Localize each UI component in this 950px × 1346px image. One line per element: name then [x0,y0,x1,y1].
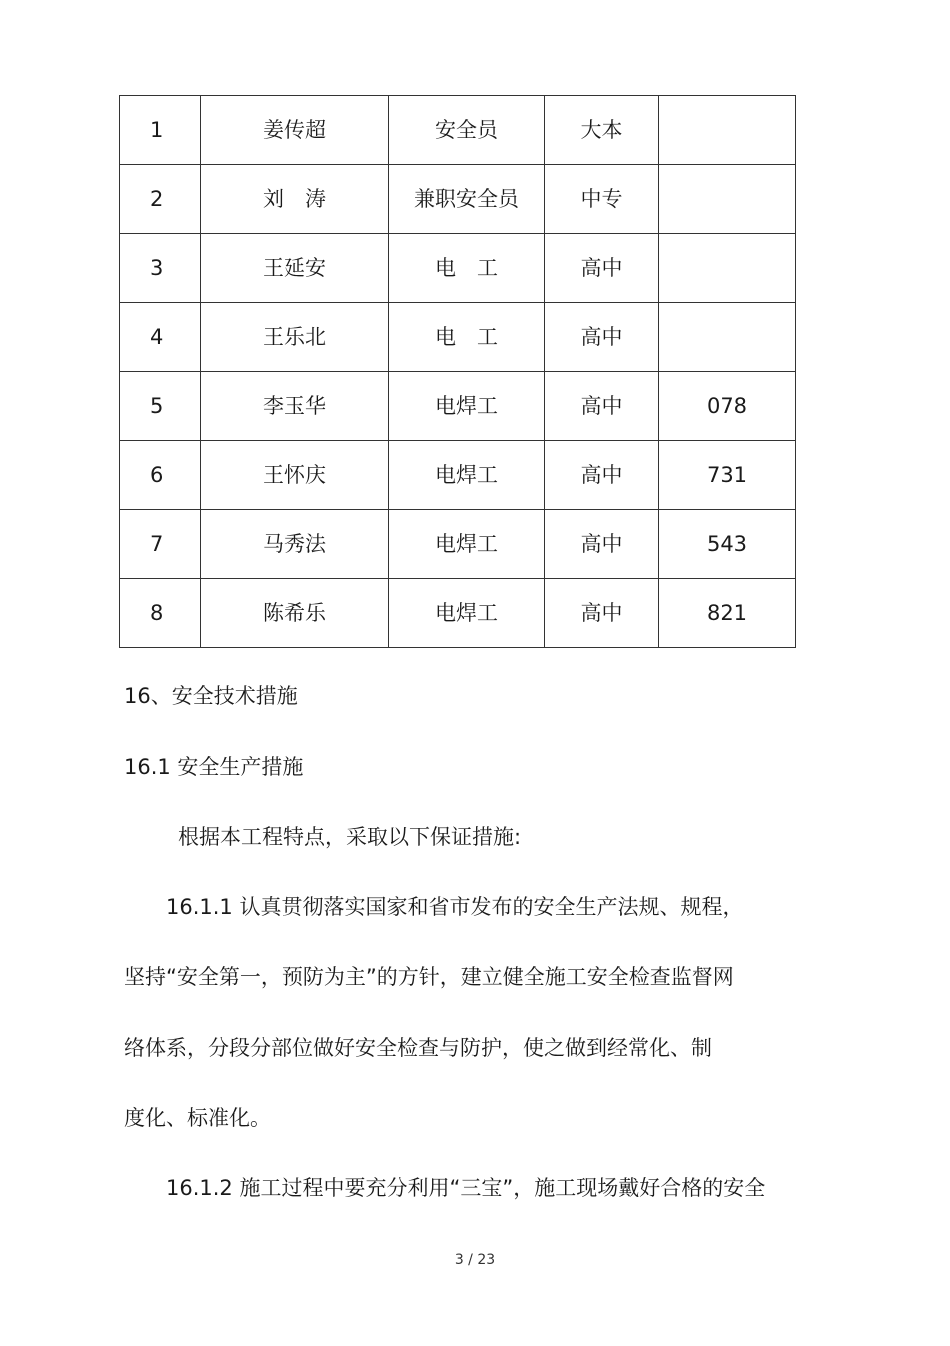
role-cell: 电 工 [389,303,545,372]
role-cell: 电焊工 [389,579,545,648]
name-cell: 姜传超 [201,96,389,165]
staff-table-body [120,96,796,648]
table-row [120,579,796,648]
page-number: 3 / 23 [454,1252,496,1268]
table-row [120,303,796,372]
row-number-cell: 1 [120,96,201,165]
role-cell: 兼职安全员 [389,165,545,234]
education-cell: 高中 [545,372,659,441]
name-cell: 王延安 [201,234,389,303]
education-cell: 高中 [545,234,659,303]
row-number-cell: 6 [120,441,201,510]
name-cell: 陈希乐 [201,579,389,648]
item-1612-line-1: 16.1.2 施工过程中要充分利用“三宝”，施工现场戴好合格的安全 [166,1176,766,1200]
education-cell: 高中 [545,579,659,648]
cert-cell [659,165,796,234]
cert-cell: 731 [659,441,796,510]
row-number-cell: 5 [120,372,201,441]
staff-table [119,95,796,648]
role-cell: 安全员 [389,96,545,165]
item-1611-line-4: 度化、标准化。 [124,1106,271,1130]
section-heading: 16、安全技术措施 [124,684,298,708]
education-cell: 高中 [545,303,659,372]
cert-cell [659,96,796,165]
row-number-cell: 7 [120,510,201,579]
cert-cell: 543 [659,510,796,579]
education-cell: 大本 [545,96,659,165]
role-cell: 电焊工 [389,441,545,510]
row-number-cell: 2 [120,165,201,234]
table-row [120,165,796,234]
subsection-heading: 16.1 安全生产措施 [124,755,304,779]
table-row [120,510,796,579]
cert-cell: 078 [659,372,796,441]
row-number-cell: 3 [120,234,201,303]
name-cell: 王乐北 [201,303,389,372]
table-row [120,96,796,165]
name-cell: 王怀庆 [201,441,389,510]
education-cell: 高中 [545,510,659,579]
cert-cell [659,303,796,372]
item-1611-line-3: 络体系，分段分部位做好安全检查与防护，使之做到经常化、制 [124,1036,712,1060]
item-1611-line-1: 16.1.1 认真贯彻落实国家和省市发布的安全生产法规、规程， [166,895,744,919]
row-number-cell: 8 [120,579,201,648]
table-row [120,372,796,441]
name-cell: 马秀法 [201,510,389,579]
name-cell: 李玉华 [201,372,389,441]
role-cell: 电焊工 [389,372,545,441]
education-cell: 中专 [545,165,659,234]
cert-cell [659,234,796,303]
name-cell: 刘 涛 [201,165,389,234]
table-row [120,441,796,510]
education-cell: 高中 [545,441,659,510]
cert-cell: 821 [659,579,796,648]
intro-paragraph: 根据本工程特点，采取以下保证措施: [178,825,522,849]
table-row [120,234,796,303]
item-1611-line-2: 坚持“安全第一，预防为主”的方针，建立健全施工安全检查监督网 [124,965,734,989]
role-cell: 电 工 [389,234,545,303]
role-cell: 电焊工 [389,510,545,579]
row-number-cell: 4 [120,303,201,372]
